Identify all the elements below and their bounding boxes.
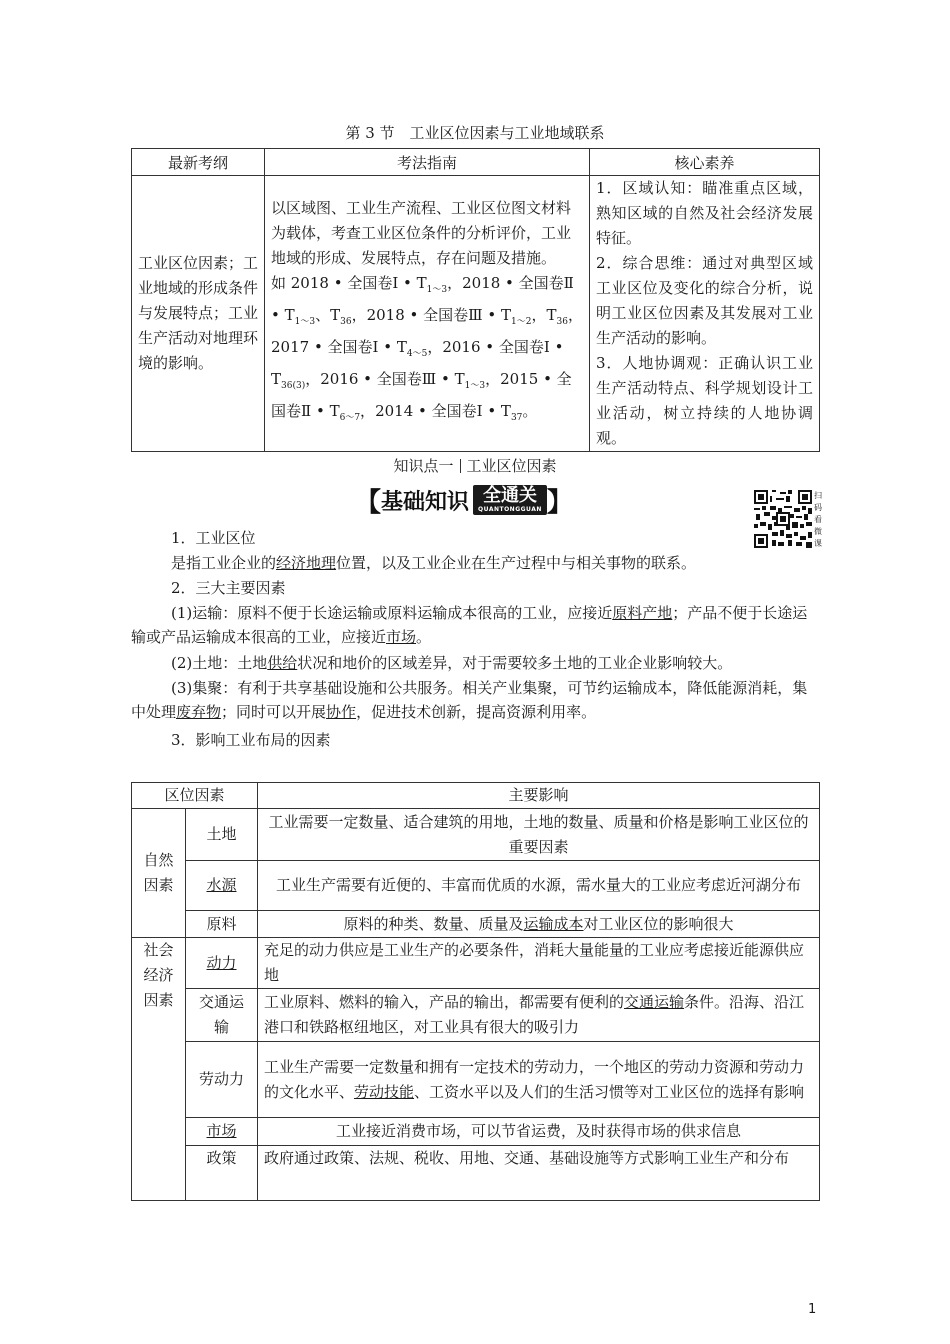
heading-industrial-location: 1．工业区位 <box>171 529 256 547</box>
group-natural: 自然因素 <box>132 809 186 938</box>
factor-table <box>131 782 820 1201</box>
paragraph-land: (2)土地：土地供给状况和地价的区域差异，对于需要较多土地的工业企业影响较大。 <box>171 654 733 672</box>
factor-name: 交通运输 <box>186 989 258 1042</box>
paragraph-agglomeration: (3)集聚：有利于共享基础设施和公共服务。相关产业集聚，可节约运输成本，降低能源消耗，集中处理废弃物；同时可以开展协作，促进技术创新，提高资源利用率。 <box>131 679 808 721</box>
syllabus-table <box>131 148 820 452</box>
factor-desc: 工业原料、燃料的输入，产品的输出，都需要有便利的交通运输条件。沿海、沿江港口和铁路枢纽地区，对工业具有很大的吸引力 <box>258 989 820 1042</box>
literacy-item-harmony: 3．人地协调观：正确认识工业生产活动特点、科学规划设计工业活动，树立持续的人地协调观。 <box>596 354 813 447</box>
header-exam-guide: 考法指南 <box>265 149 590 176</box>
core-literacy-cell <box>590 176 820 452</box>
basic-knowledge-banner: 【 基础知识 全通关 QUANTONGGUAN 】 <box>355 485 573 518</box>
factor-desc: 工业生产需要一定数量和拥有一定技术的劳动力，一个地区的劳动力资源和劳动力的文化水平、劳动技能、工资水平以及人们的生活习惯等对工业区位的选择有影响 <box>258 1042 820 1118</box>
header-influence: 主要影响 <box>258 783 820 809</box>
factor-name: 政策 <box>186 1146 258 1201</box>
factor-name: 原料 <box>186 911 258 938</box>
header-syllabus: 最新考纲 <box>132 149 265 176</box>
page-number: 1 <box>808 1302 817 1317</box>
factor-desc: 原料的种类、数量、质量及运输成本对工业区位的影响很大 <box>258 911 820 938</box>
factor-desc: 充足的动力供应是工业生产的必要条件，消耗大量能量的工业应考虑接近能源供应地 <box>258 938 820 989</box>
exam-guide-intro: 以区域图、工业生产流程、工业区位图文材料为载体，考查工业区位条件的分析评价，工业地域的形成、发展特点，存在问题及措施。 <box>271 199 572 267</box>
group-socioeconomic: 社会经济因素 <box>132 938 186 1201</box>
banner-badge: 全通关 QUANTONGGUAN <box>473 485 547 515</box>
literacy-item-region: 1．区域认知：瞄准重点区域，熟知区域的自然及社会经济发展特征。 <box>596 179 813 247</box>
factor-desc: 政府通过政策、法规、税收、用地、交通、基础设施等方式影响工业生产和分布 <box>258 1146 820 1201</box>
knowledge-point-heading: 知识点一 工业区位因素 <box>393 457 557 475</box>
qr-caption: 扫 码 看 微 课 <box>814 491 822 548</box>
paragraph-industrial-location: 是指工业企业的经济地理位置，以及工业企业在生产过程中与相关事物的联系。 <box>171 554 697 572</box>
factor-name: 动力 <box>186 938 258 989</box>
factor-desc: 工业需要一定数量、适合建筑的用地，土地的数量、质量和价格是影响工业区位的重要因素 <box>258 809 820 861</box>
factor-name: 劳动力 <box>186 1042 258 1118</box>
paragraph-transport: (1)运输：原料不便于长途运输或原料运输成本很高的工业，应接近原料产地；产品不便于长途运输或产品运输成本很高的工业，应接近市场。 <box>131 604 808 646</box>
header-factor: 区位因素 <box>132 783 258 809</box>
factor-name: 市场 <box>186 1118 258 1146</box>
exam-guide-cell <box>265 176 590 452</box>
factor-name: 水源 <box>186 861 258 911</box>
factor-name: 土地 <box>186 809 258 861</box>
heading-layout-factors: 3．影响工业布局的因素 <box>171 731 331 749</box>
header-core-literacy: 核心素养 <box>590 149 820 176</box>
factor-desc: 工业生产需要有近便的、丰富而优质的水源，需水量大的工业应考虑近河湖分布 <box>258 861 820 911</box>
literacy-item-synthesis: 2．综合思维：通过对典型区域工业区位及变化的综合分析，说明工业区位因素及其发展对工业生产活动的影响。 <box>596 254 813 347</box>
section-title: 第 3 节 工业区位因素与工业地域联系 <box>345 124 605 142</box>
syllabus-cell: 工业区位因素；工业地域的形成条件与发展特点；工业生产活动对地理环境的影响。 <box>132 176 265 452</box>
exam-guide-references: 如 2018 • 全国卷Ⅰ • $T_{1\sim 3}$，2018 • 全国卷Ⅱ • $T_{1\sim 3}$、$T_{36}$，2018 • 全国卷Ⅲ • $T_{1\sim 2}$，$T_{36}$，2017 • 全国卷Ⅰ • $T_{4\sim 5}$，2016 • 全国卷Ⅰ • $T_{36(3)}$，2016 • 全国卷Ⅲ • $T_{1\sim 3}$，2015 • 全国卷Ⅱ • $T_{6\sim 7}$，2014 • 全国卷Ⅰ • $T_{37}$。 <box>271 274 583 423</box>
heading-three-factors: 2．三大主要因素 <box>171 579 286 597</box>
factor-desc: 工业接近消费市场，可以节省运费，及时获得市场的供求信息 <box>258 1118 820 1146</box>
